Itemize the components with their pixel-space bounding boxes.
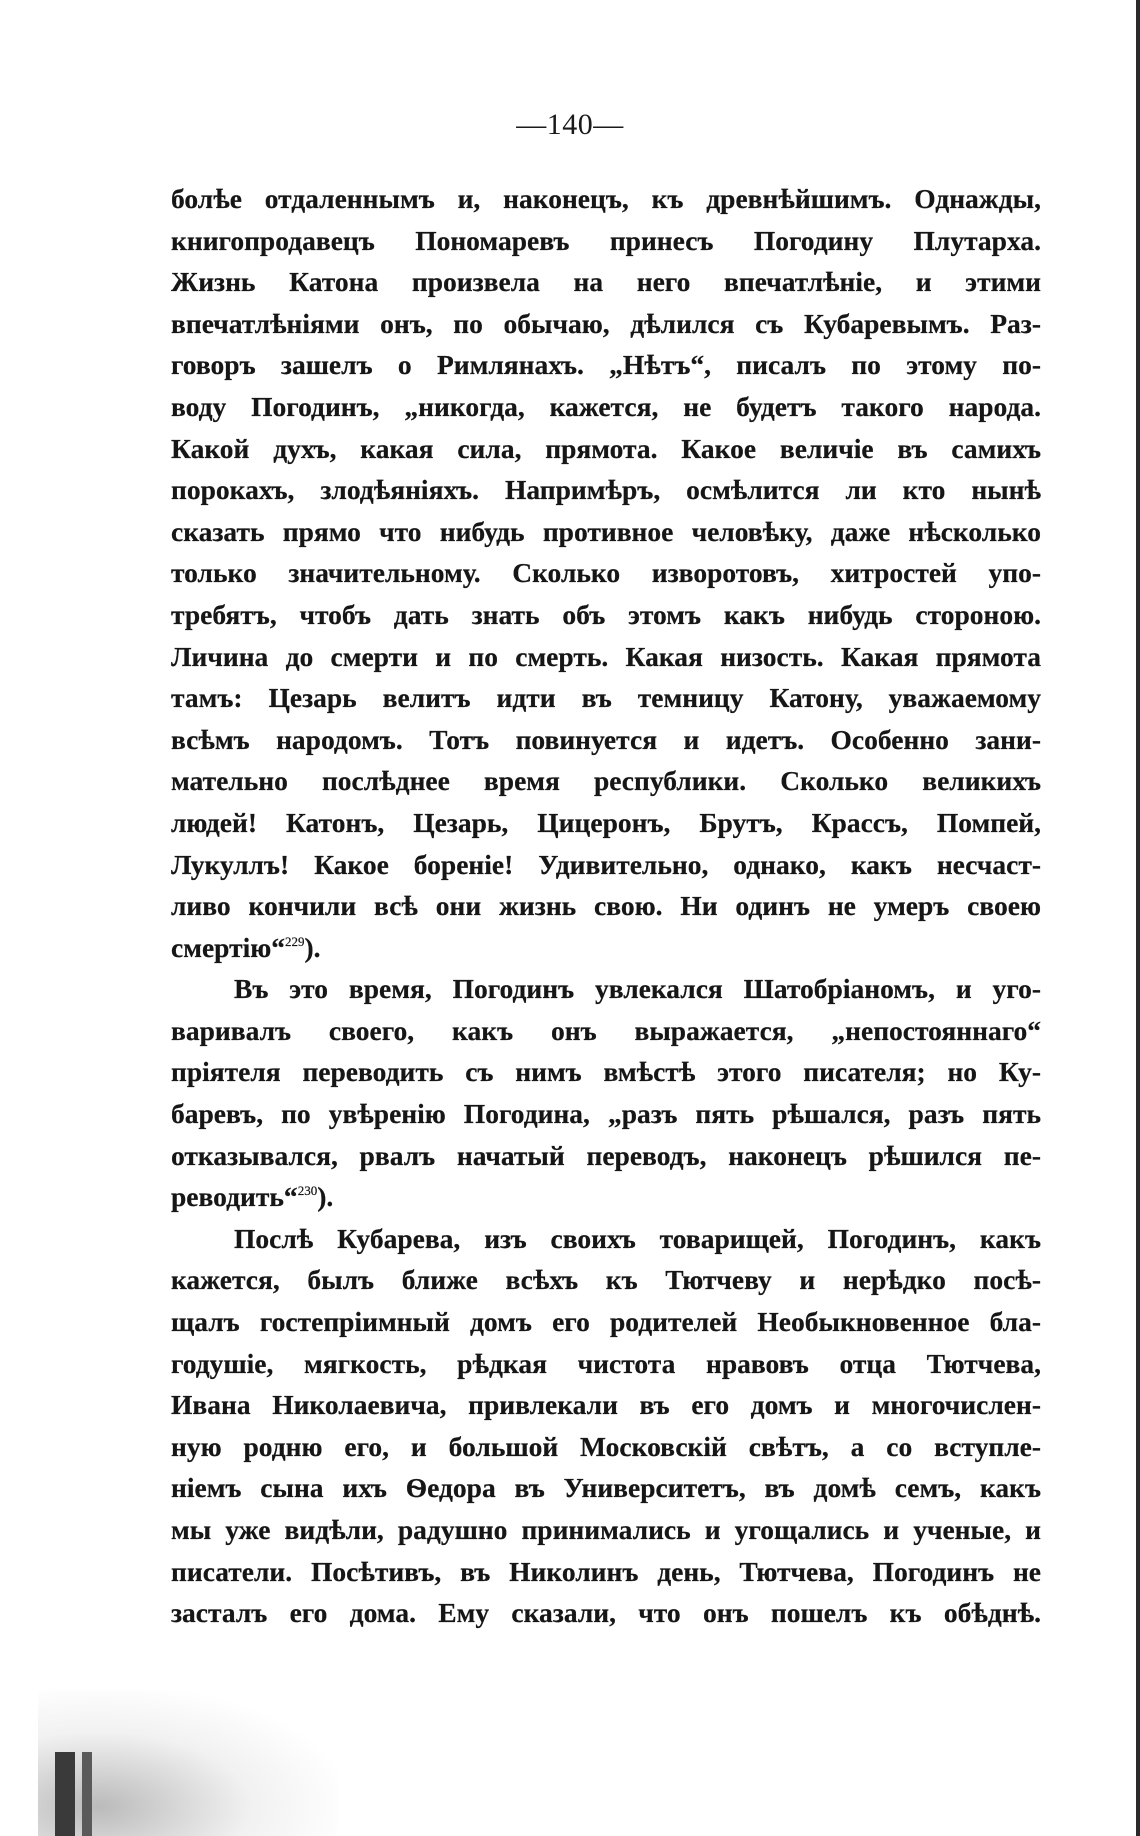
text-line: только значительному. Сколько изворотовъ, хитростей упо-	[171, 557, 1041, 589]
text-line: сказать прямо что нибудь противное человѣку, даже нѣсколько	[171, 515, 1041, 547]
text-line: мы уже видѣли, радушно принимались и угощались и ученые, и	[171, 1514, 1041, 1545]
text-line: порокахъ, злодѣяніяхъ. Напримѣръ, осмѣлится ли кто нынѣ	[171, 474, 1041, 506]
text-line: тамъ: Цезарь велитъ идти въ темницу Катону, уважаемому	[171, 682, 1041, 714]
footnote-close: ).	[317, 1181, 334, 1213]
scan-artifact	[82, 1752, 92, 1836]
text-line: варивалъ своего, какъ онъ выражается, „непостояннаго“	[171, 1014, 1041, 1046]
text-line: впечатлѣніями онъ, по обычаю, дѣлился съ Кубаревымъ. Раз-	[171, 307, 1041, 339]
footnote-ref-230: 230	[297, 1183, 318, 1199]
text-line: ніемъ сына ихъ Ѳедора въ Университетъ, въ домѣ семъ, какъ	[171, 1472, 1041, 1504]
text-line: требятъ, чтобъ дать знать объ этомъ какъ нибудь стороною.	[171, 598, 1041, 630]
text-line: баревъ, по увѣренію Погодина, „разъ пять рѣшался, разъ пять	[171, 1098, 1041, 1130]
text-line: людей! Катонъ, Цезарь, Цицеронъ, Брутъ, Крассъ, Помпей,	[171, 806, 1041, 838]
text-line: Лукуллъ! Какое бореніе! Удивительно, однако, какъ несчаст-	[171, 848, 1041, 880]
text-line: Ивана Николаевича, привлекали въ его домъ и многочислен-	[171, 1389, 1041, 1421]
text-line: кажется, былъ ближе всѣхъ къ Тютчеву и нерѣдко посѣ-	[171, 1264, 1041, 1296]
text-line: годушіе, мягкость, рѣдкая чистота нравовъ отца Тютчева,	[171, 1347, 1041, 1379]
text-line: ливо кончили всѣ они жизнь свою. Ни одинъ не умеръ своею	[171, 890, 1041, 922]
text-line: говоръ зашелъ о Римлянахъ. „Нѣтъ“, писалъ по этому по-	[171, 349, 1041, 381]
body-text	[171, 178, 1041, 1634]
text-fragment: смертію“	[171, 931, 285, 963]
text-line: Какой духъ, какая сила, прямота. Какое величіе въ самихъ	[171, 432, 1041, 464]
text-line: книгопродавецъ Пономаревъ принесъ Погодину Плутарха.	[171, 224, 1041, 256]
text-line: мательно послѣднее время республики. Сколько великихъ	[171, 765, 1041, 797]
text-line: Жизнь Катона произвела на него впечатлѣніе, и этими	[171, 266, 1041, 298]
page-edge	[1136, 0, 1140, 1836]
scan-artifact	[55, 1752, 75, 1836]
text-line-indent: Послѣ Кубарева, изъ своихъ товарищей, Погодинъ, какъ	[234, 1222, 1041, 1254]
text-line: болѣе отдаленнымъ и, наконецъ, къ древнѣйшимъ. Однажды,	[171, 183, 1041, 214]
text-line: щалъ гостепріимный домъ его родителей Необыкновенное бла-	[171, 1306, 1041, 1338]
text-line-indent: Въ это время, Погодинъ увлекался Шатобріаномъ, и уго-	[234, 973, 1041, 1005]
text-line: писатели. Посѣтивъ, въ Николинъ день, Тютчева, Погодинъ не	[171, 1555, 1041, 1587]
footnote-close: ).	[304, 931, 321, 963]
text-fragment: реводить“	[171, 1181, 298, 1213]
footnote-ref-229: 229	[285, 933, 305, 949]
text-line: засталъ его дома. Ему сказали, что онъ пошелъ къ обѣднѣ.	[171, 1597, 1041, 1629]
page-number: —140—	[516, 108, 624, 141]
text-line: ную родню его, и большой Московскій свѣтъ, а со вступле-	[171, 1430, 1041, 1462]
text-line: воду Погодинъ, „никогда, кажется, не будетъ такого народа.	[171, 390, 1041, 422]
text-line-paragraph-end	[171, 1176, 1041, 1218]
text-line-paragraph-end	[171, 927, 1041, 969]
text-line: Личина до смерти и по смерть. Какая низость. Какая прямота	[171, 640, 1041, 672]
text-line: отказывался, рвалъ начатый переводъ, наконецъ рѣшился пе-	[171, 1139, 1041, 1171]
text-line: всѣмъ народомъ. Тотъ повинуется и идетъ. Особенно зани-	[171, 723, 1041, 755]
text-line: пріятеля переводить съ нимъ вмѣстѣ этого писателя; но Ку-	[171, 1056, 1041, 1088]
